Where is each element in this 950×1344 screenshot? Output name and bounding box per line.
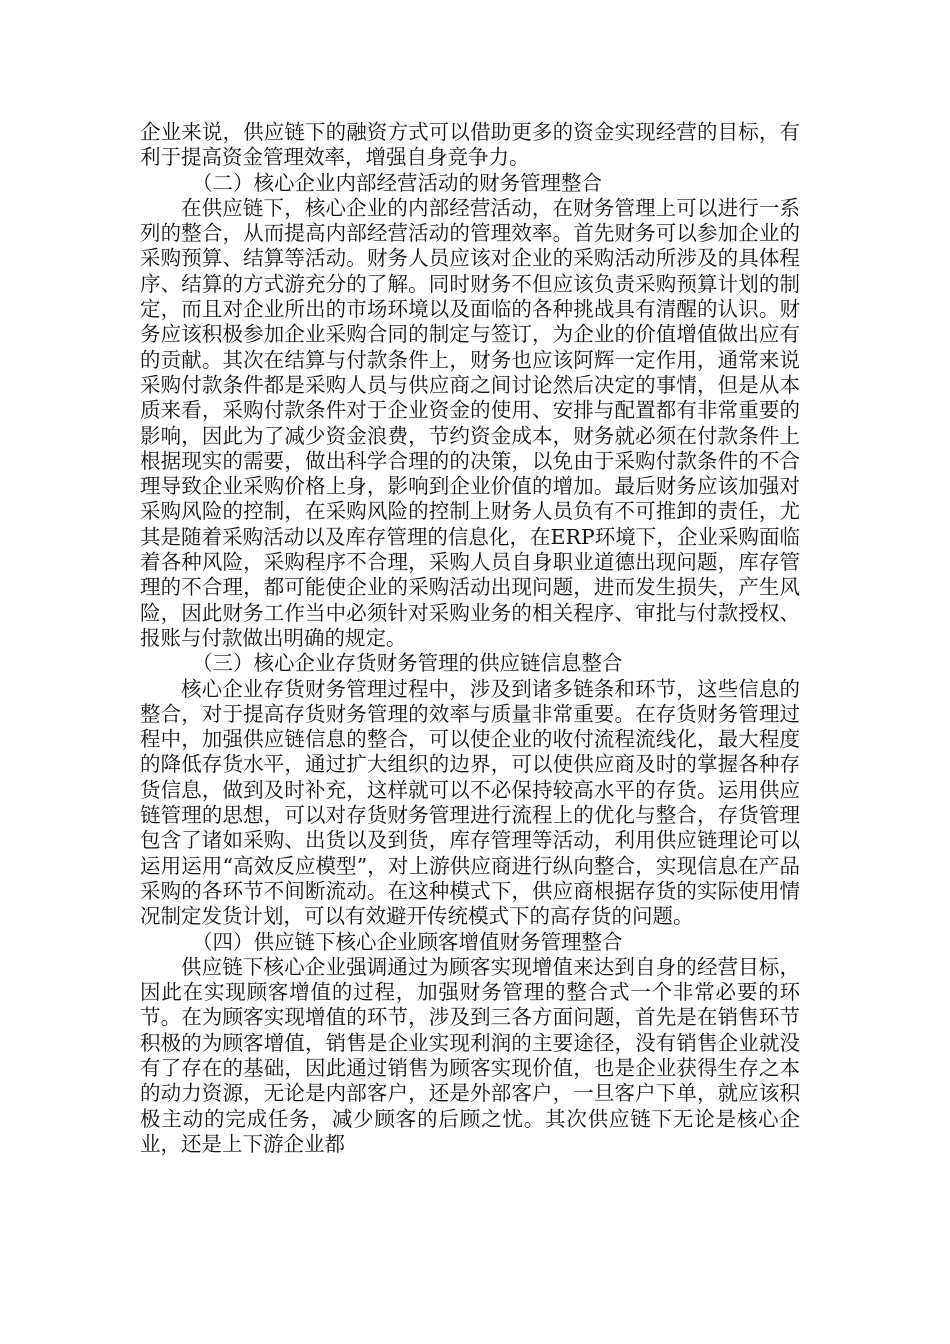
section-heading-2: （二）核心企业内部经营活动的财务管理整合 — [192, 170, 602, 195]
paragraph-continuation: 企业来说，供应链下的融资方式可以借助更多的资金实现经营的目标，有利于提高资金管理效率，增强自身竞争力。 — [140, 120, 800, 170]
document-body — [140, 120, 800, 1157]
section-heading-3: （三）核心企业存货财务管理的供应链信息整合 — [192, 651, 623, 676]
paragraph-inventory-integration: 核心企业存货财务管理过程中，涉及到诸多链条和环节，这些信息的整合，对于提高存货财务管理的效率与质量非常重要。在存货财务管理过程中，加强供应链信息的整合，可以使企业的收付流程流线化，最大程度的降低存货水平，通过扩大组织的边界，可以使供应商及时的掌握各种存货信息，做到及时补充，这样就可以不必保持较高水平的存货。运用供应链管理的思想，可以对存货财务管理进行流程上的优化与整合，存货管理包含了诸如采购、出货以及到货，库存管理等活动，利用供应链理论可以运用运用“高效反应模型”，对上游供应商进行纵向整合，实现信息在产品采购的各环节不间断流动。在这种模式下，供应商根据存货的实际使用情况制定发货计划，可以有效避开传统模式下的高存货的问题。 — [140, 676, 800, 929]
paragraph-customer-value: 供应链下核心企业强调通过为顾客实现增值来达到自身的经营目标，因此在实现顾客增值的过程，加强财务管理的整合式一个非常必要的环节。在为顾客实现增值的环节，涉及到三各方面问题，首先是在销售环节积极的为顾客增值，销售是企业实现利润的主要途径，没有销售企业就没有了存在的基础，因此通过销售为顾客实现价值，也是企业获得生存之本的动力资源，无论是内部客户，还是外部客户，一旦客户下单，就应该积极主动的完成任务，减少顾客的后顾之忧。其次供应链下无论是核心企业，还是上下游企业都 — [140, 954, 800, 1156]
section-heading-4: （四）供应链下核心企业顾客增值财务管理整合 — [192, 929, 623, 954]
paragraph-internal-operations: 在供应链下，核心企业的内部经营活动，在财务管理上可以进行一系列的整合，从而提高内部经营活动的管理效率。首先财务可以参加企业的采购预算、结算等活动。财务人员应该对企业的采购活动所涉及的具体程序、结算的方式游充分的了解。同时财务不但应该负责采购预算计划的制定，而且对企业所出的市场环境以及面临的各种挑战具有清醒的认识。财务应该积极参加企业采购合同的制定与签订，为企业的价值增值做出应有的贡献。其次在结算与付款条件上，财务也应该阿辉一定作用，通常来说采购付款条件都是采购人员与供应商之间讨论然后决定的事情，但是从本质来看，采购付款条件对于企业资金的使用、安排与配置都有非常重要的影响，因此为了减少资金浪费，节约资金成本，财务就必须在付款条件上根据现实的需要，做出科学合理的的决策，以免由于采购付款条件的不合理导致企业采购价格上身，影响到企业价值的增加。最后财务应该加强对采购风险的控制，在采购风险的控制上财务人员负有不可推卸的责任，尤其是随着采购活动以及库存管理的信息化，在ERP环境下，企业采购面临着各种风险，采购程序不合理，采购人员自身职业道德出现问题，库存管理的不合理，都可能使企业的采购活动出现问题，进而发生损失，产生风险，因此财务工作当中必须针对采购业务的相关程序、审批与付款授权、报账与付款做出明确的规定。 — [140, 195, 800, 650]
